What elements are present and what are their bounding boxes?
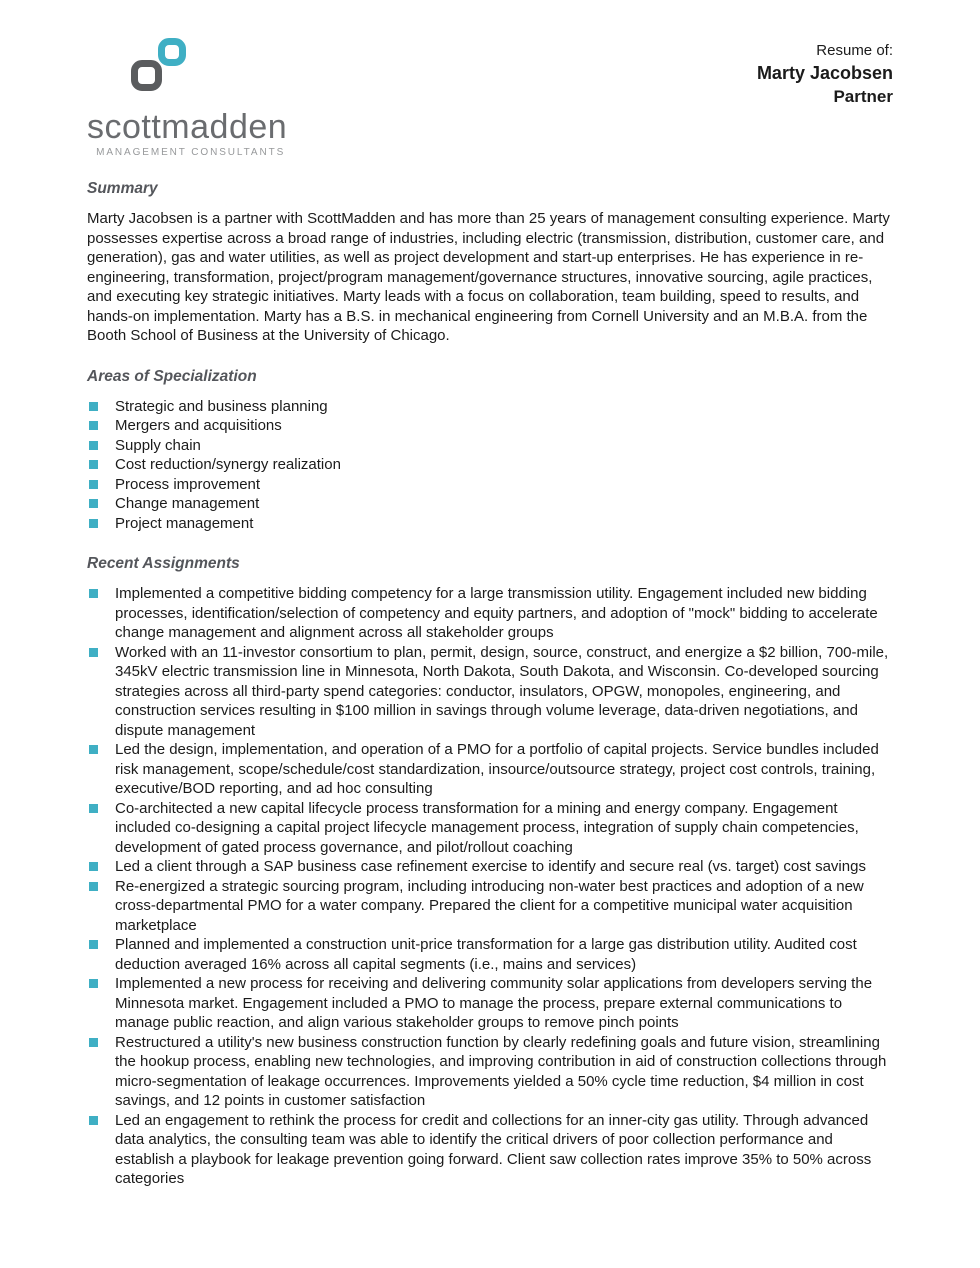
list-item bbox=[87, 494, 893, 514]
list-item-text: Mergers and acquisitions bbox=[115, 417, 282, 434]
specialization-list bbox=[87, 397, 893, 534]
list-item bbox=[87, 643, 893, 741]
square-bullet-icon bbox=[89, 804, 98, 813]
summary-heading: Summary bbox=[87, 180, 158, 197]
specialization-heading: Areas of Specialization bbox=[87, 367, 257, 385]
assignments-heading: Recent Assignments bbox=[87, 555, 240, 572]
square-bullet-icon bbox=[89, 940, 98, 949]
list-item-text: Restructured a utility's new business construction function by clearly redefining goals and future vision, streamlining the hookup process, enabling new technologies, and improving contribution in aid of construction collections through micro-segmentation of leakage occurrences. Improvements yielded a 50% cycle time reduction, $4 million in cost savings, and 12 points in customer satisfaction bbox=[115, 1033, 887, 1109]
square-bullet-icon bbox=[89, 480, 98, 489]
list-item bbox=[87, 475, 893, 495]
list-item bbox=[87, 436, 893, 456]
square-bullet-icon bbox=[89, 979, 98, 988]
specialization-section bbox=[87, 368, 893, 534]
person-name: Marty Jacobsen bbox=[756, 63, 893, 83]
list-item bbox=[87, 799, 893, 858]
logo-dark-square-icon bbox=[131, 60, 162, 91]
page-header bbox=[87, 38, 893, 158]
list-item bbox=[87, 877, 893, 936]
logo-squares-icon bbox=[131, 38, 209, 108]
list-item bbox=[87, 857, 893, 877]
square-bullet-icon bbox=[89, 499, 98, 508]
assignments-list bbox=[87, 584, 893, 1189]
square-bullet-icon bbox=[89, 421, 98, 430]
list-item bbox=[87, 416, 893, 436]
list-item-text: Led the design, implementation, and operation of a PMO for a portfolio of capital projects. Service bundles included risk management, scope/schedule/cost standardization, insource/outsource strategy, project cost controls, training, executive/BOD reporting, and ad hoc consulting bbox=[115, 741, 879, 797]
list-item-text: Planned and implemented a construction unit-price transformation for a large gas distribution utility. Audited cost deduction averaged 16% across all capital segments (i.e., mains and services) bbox=[115, 936, 857, 973]
summary-paragraph: Marty Jacobsen is a partner with ScottMadden and has more than 25 years of management consulting experience. Marty possesses expertise across a broad range of industries, including electric (transmission, distribution, customer care, and generation), gas and water utilities, as well as project development and start-up enterprises. He has experience in re-engineering, transformation, project/program management/governance structures, innovative sourcing, agile practices, and executing key strategic initiatives. Marty leads with a focus on collaboration, team building, speed to results, and hands-on implementation. Marty has a B.S. in mechanical engineering from Cornell University and an M.B.A. from the Booth School of Business at the University of Chicago. bbox=[87, 210, 890, 344]
square-bullet-icon bbox=[89, 519, 98, 528]
list-item bbox=[87, 514, 893, 534]
square-bullet-icon bbox=[89, 460, 98, 469]
list-item-text: Project management bbox=[115, 514, 254, 532]
assignments-section bbox=[87, 555, 893, 1189]
square-bullet-icon bbox=[89, 589, 98, 598]
logo-teal-square-icon bbox=[158, 38, 186, 66]
list-item-text: Led an engagement to rethink the process for credit and collections for an inner-city gas utility. Through advanced data analytics, the consulting team was able to identify the critical drivers of poor collection performance and establish a playbook for leakage prevention going forward. Client saw collection rates improve 35% to 50% across categories bbox=[115, 1111, 872, 1187]
resume-of-label: Resume of: bbox=[816, 42, 893, 59]
square-bullet-icon bbox=[89, 441, 98, 450]
list-item-text: Led a client through a SAP business case refinement exercise to identify and secure real (vs. target) cost savings bbox=[115, 858, 866, 875]
list-item bbox=[87, 1111, 893, 1189]
square-bullet-icon bbox=[89, 882, 98, 891]
scottmadden-logo bbox=[87, 38, 287, 158]
square-bullet-icon bbox=[89, 1038, 98, 1047]
list-item bbox=[87, 974, 893, 1033]
list-item bbox=[87, 935, 893, 974]
list-item bbox=[87, 1033, 893, 1111]
square-bullet-icon bbox=[89, 862, 98, 871]
list-item-text: Process improvement bbox=[115, 475, 261, 493]
list-item-text: Strategic and business planning bbox=[115, 397, 328, 415]
list-item bbox=[87, 740, 893, 799]
logo-wordmark: scottmadden bbox=[87, 108, 288, 146]
list-item-text: Re-energized a strategic sourcing program, including introducing non-water best practices and adoption of a new cross-departmental PMO for a water company. Prepared the client for a competitive municipal water acquisition marketplace bbox=[115, 877, 864, 934]
square-bullet-icon bbox=[89, 1116, 98, 1125]
square-bullet-icon bbox=[89, 648, 98, 657]
resume-header-block bbox=[757, 38, 893, 108]
list-item bbox=[87, 397, 893, 417]
square-bullet-icon bbox=[89, 745, 98, 754]
list-item bbox=[87, 584, 893, 643]
list-item-text: Change management bbox=[115, 495, 260, 512]
list-item-text: Co-architected a new capital lifecycle process transformation for a mining and energy company. Engagement included co-designing a capital project lifecycle management process, integration of supply chain competencies, development of gated process governance, and pilot/rollout coaching bbox=[115, 799, 859, 856]
list-item-text: Implemented a new process for receiving and delivering community solar applications from developers serving the Minnesota market. Engagement included a PMO to manage the process, prepare external communications to manage public reaction, and align various stakeholder groups to remove pinch points bbox=[115, 975, 873, 1031]
list-item-text: Cost reduction/synergy realization bbox=[115, 456, 341, 473]
list-item bbox=[87, 455, 893, 475]
list-item-text: Worked with an 11-investor consortium to plan, permit, design, source, construct, and energize a $2 billion, 700-mile, 345kV electric transmission line in Minnesota, North Dakota, South Dakota, and Wisconsin. Co-developed sourcing strategies across all third-party spend categories: conductor, insulators, OPGW, monopoles, engineering, and construction services resulting in $100 million in savings through volume leverage, data-driven negotiations, and dispute management bbox=[115, 643, 889, 739]
list-item-text: Supply chain bbox=[115, 436, 201, 454]
square-bullet-icon bbox=[89, 402, 98, 411]
list-item-text: Implemented a competitive bidding competency for a large transmission utility. Engagement included new bidding processes, identification/selection of competency and equity partners, and adoption of "mock" bidding to accelerate change management and alignment across all stakeholder groups bbox=[115, 585, 878, 641]
logo-tagline: MANAGEMENT CONSULTANTS bbox=[96, 147, 286, 158]
person-title: Partner bbox=[833, 87, 893, 106]
summary-section bbox=[87, 180, 893, 346]
